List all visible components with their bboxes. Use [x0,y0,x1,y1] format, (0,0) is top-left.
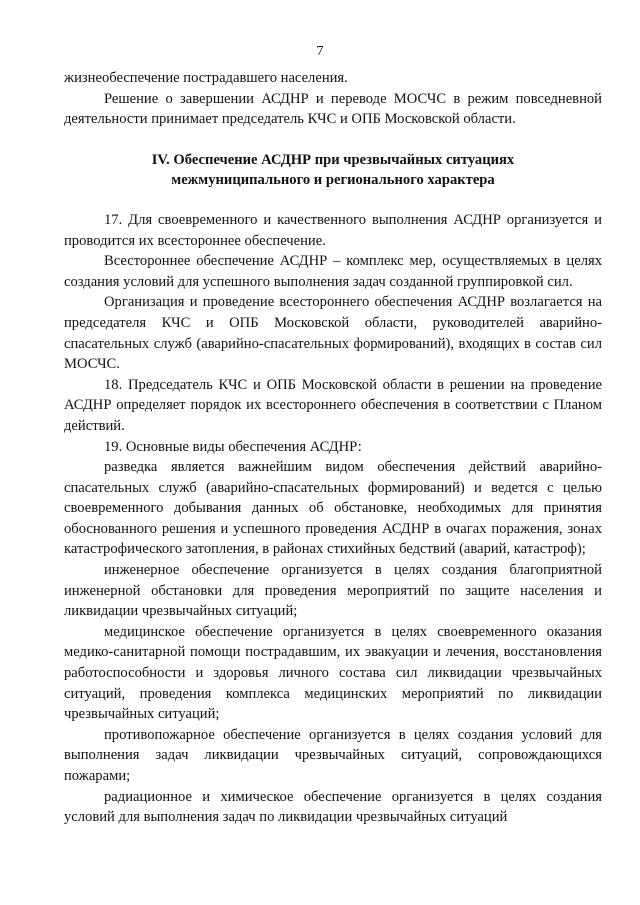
paragraph-17: 17. Для своевременного и качественного выполнения АСДНР организуется и проводится их всестороннее обеспечение. [64,211,602,249]
list-item-radiation-chemical: радиационное и химическое обеспечение организуется в целях создания условий для выполнения задач по ликвидации чрезвычайных ситуаций [64,788,602,826]
paragraph-19: 19. Основные виды обеспечения АСДНР: [104,438,362,455]
page-number: 7 [316,44,324,59]
paragraph-completion-decision: Решение о завершении АСДНР и переводе МОСЧС в режим повседневной деятельности принимает председатель КЧС и ОПБ Московской области. [64,90,602,128]
list-item-medical: медицинское обеспечение организуется в целях своевременного оказания медико-санитарной помощи пострадавшим, их эвакуации и лечения, восстановления работоспособности и здоровья личного состава сил ликвидации чрезвычайных ситуаций, проведения комплекса медицинских мероприятий по ликвидации чрезвычайных ситуаций; [64,623,602,723]
section-heading-line-1: IV. Обеспечение АСДНР при чрезвычайных ситуациях [151,151,515,168]
paragraph-comprehensive-support: Всестороннее обеспечение АСДНР – комплекс мер, осуществляемых в целях создания условий для успешного выполнения задач созданной группировкой сил. [64,253,602,290]
paragraph-continuation: жизнеобеспечение пострадавшего населения. [64,70,348,86]
section-heading [64,150,602,191]
list-item-engineering: инженерное обеспечение организуется в целях создания благоприятной инженерной обстановки для проведения мероприятий по защите населения и ликвидации чрезвычайных ситуаций; [64,562,602,620]
paragraph-organization: Организация и проведение всестороннего обеспечения АСДНР возлагается на председателя КЧС и ОПБ Московской области, руководителей аварийно-спасательных служб (аварийно-спасательных формирований), входящих в состав сил МОСЧС. [64,294,602,373]
document-body [64,68,602,828]
list-item-reconnaissance: разведка является важнейшим видом обеспечения действий аварийно-спасательных служб (аварийно-спасательных формирований) и ведется с целью своевременного добывания данных об обстановке, необходимых для принятия обоснованного решения и успешного проведения АСДНР в очагах поражения, зонах катастрофического затопления, в районах стихийных бедствий (аварий, катастроф); [64,459,602,558]
section-heading-line-2: межмуниципального и регионального характера [171,172,495,189]
list-item-fire: противопожарное обеспечение организуется в целях создания условий для выполнения задач ликвидации чрезвычайных ситуаций, сопровождающихся пожарами; [64,726,602,784]
paragraph-18: 18. Председатель КЧС и ОПБ Московской области в решении на проведение АСДНР определяет порядок их всестороннего обеспечения в соответствии с Планом действий. [64,376,602,434]
